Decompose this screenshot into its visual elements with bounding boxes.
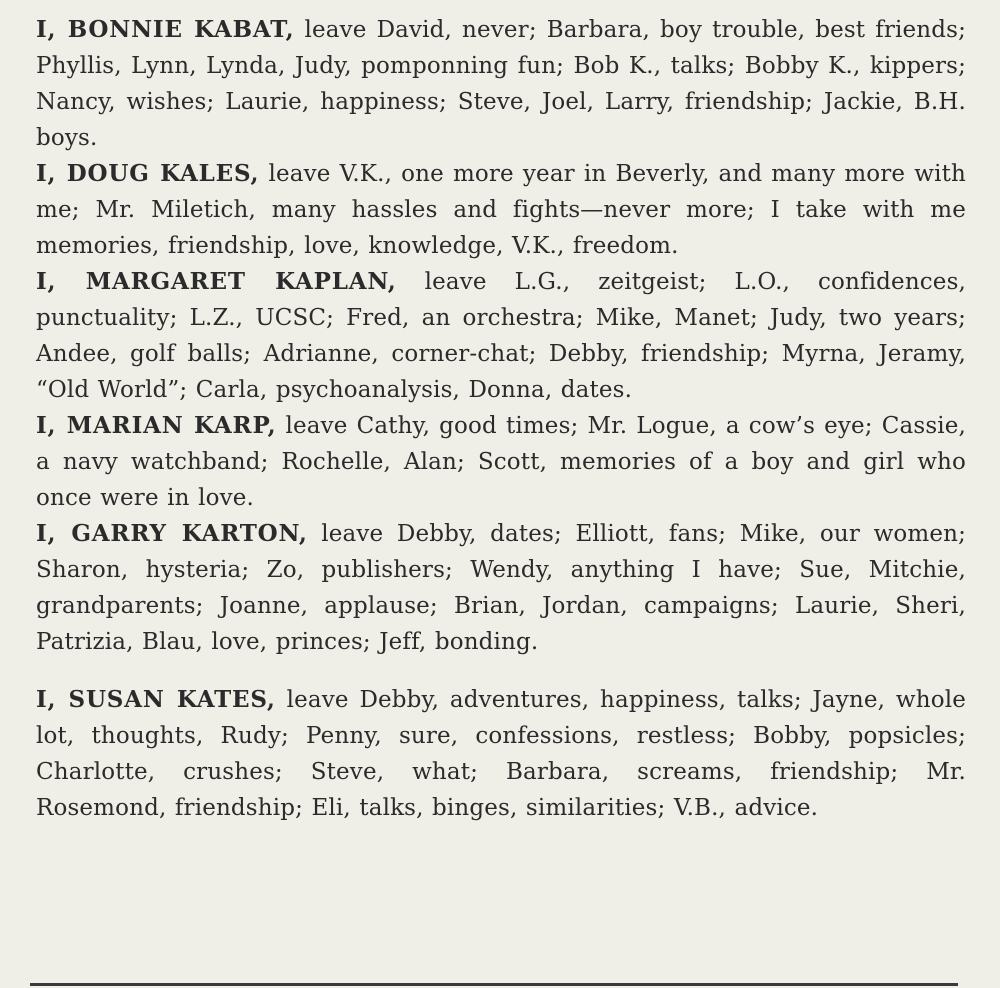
entry-name: I, DOUG KALES, xyxy=(36,160,260,187)
will-entry-garry-karton xyxy=(36,516,966,660)
entry-text: leave David, never; Barbara, boy trouble, best friends; Phyllis, Lynn, Lynda, Judy, pomponning fun; Bob K., talks; Bobby K., kippers; Nancy, wishes; Laurie, happiness; Steve, Joel, Larry, friendship; Jackie, B.H. boys. xyxy=(36,17,966,151)
bottom-divider xyxy=(30,983,958,986)
will-entry-margaret-kaplan xyxy=(36,264,966,408)
entry-text: leave L.G., zeitgeist; L.O., confidences, punctuality; L.Z., UCSC; Fred, an orchestra; Mike, Manet; Judy, two years; Andee, golf balls; Adrianne, corner-chat; Debby, friendship; Myrna, Jeramy, “Old World”; Carla, psychoanalysis, Donna, dates. xyxy=(36,269,966,403)
will-entry-marian-karp xyxy=(36,408,966,516)
entry-name: I, MARGARET KAPLAN, xyxy=(36,268,397,295)
entry-text: leave Debby, dates; Elliott, fans; Mike, our women; Sharon, hysteria; Zo, publishers; Wendy, anything I have; Sue, Mitchie, grandparents; Joanne, applause; Brian, Jordan, campaigns; Laurie, Sheri, Patrizia, Blau, love, princes; Jeff, bonding. xyxy=(36,521,966,655)
entry-text: leave Cathy, good times; Mr. Logue, a cow’s eye; Cassie, a navy watchband; Rochelle, Alan; Scott, memories of a boy and girl who once were in love. xyxy=(36,413,967,511)
entry-text: leave Debby, adventures, happiness, talks; Jayne, whole lot, thoughts, Rudy; Penny, sure, confessions, restless; Bobby, popsicles; Charlotte, crushes; Steve, what; Barbara, screams, friendship; Mr. Rosemond, friendship; Eli, talks, binges, similarities; V.B., advice. xyxy=(36,687,966,821)
will-entry-bonnie-kabat xyxy=(36,12,966,156)
will-entry-doug-kales xyxy=(36,156,966,264)
entry-name: I, MARIAN KARP, xyxy=(36,412,277,439)
entry-name: I, BONNIE KABAT, xyxy=(36,16,295,43)
entry-text: leave V.K., one more year in Beverly, and many more with me; Mr. Miletich, many hassles and fights—never more; I take with me memories, friendship, love, knowledge, V.K., freedom. xyxy=(36,161,966,259)
will-entry-susan-kates xyxy=(36,682,966,826)
entry-name: I, SUSAN KATES, xyxy=(36,686,276,713)
entry-name: I, GARRY KARTON, xyxy=(36,520,308,547)
